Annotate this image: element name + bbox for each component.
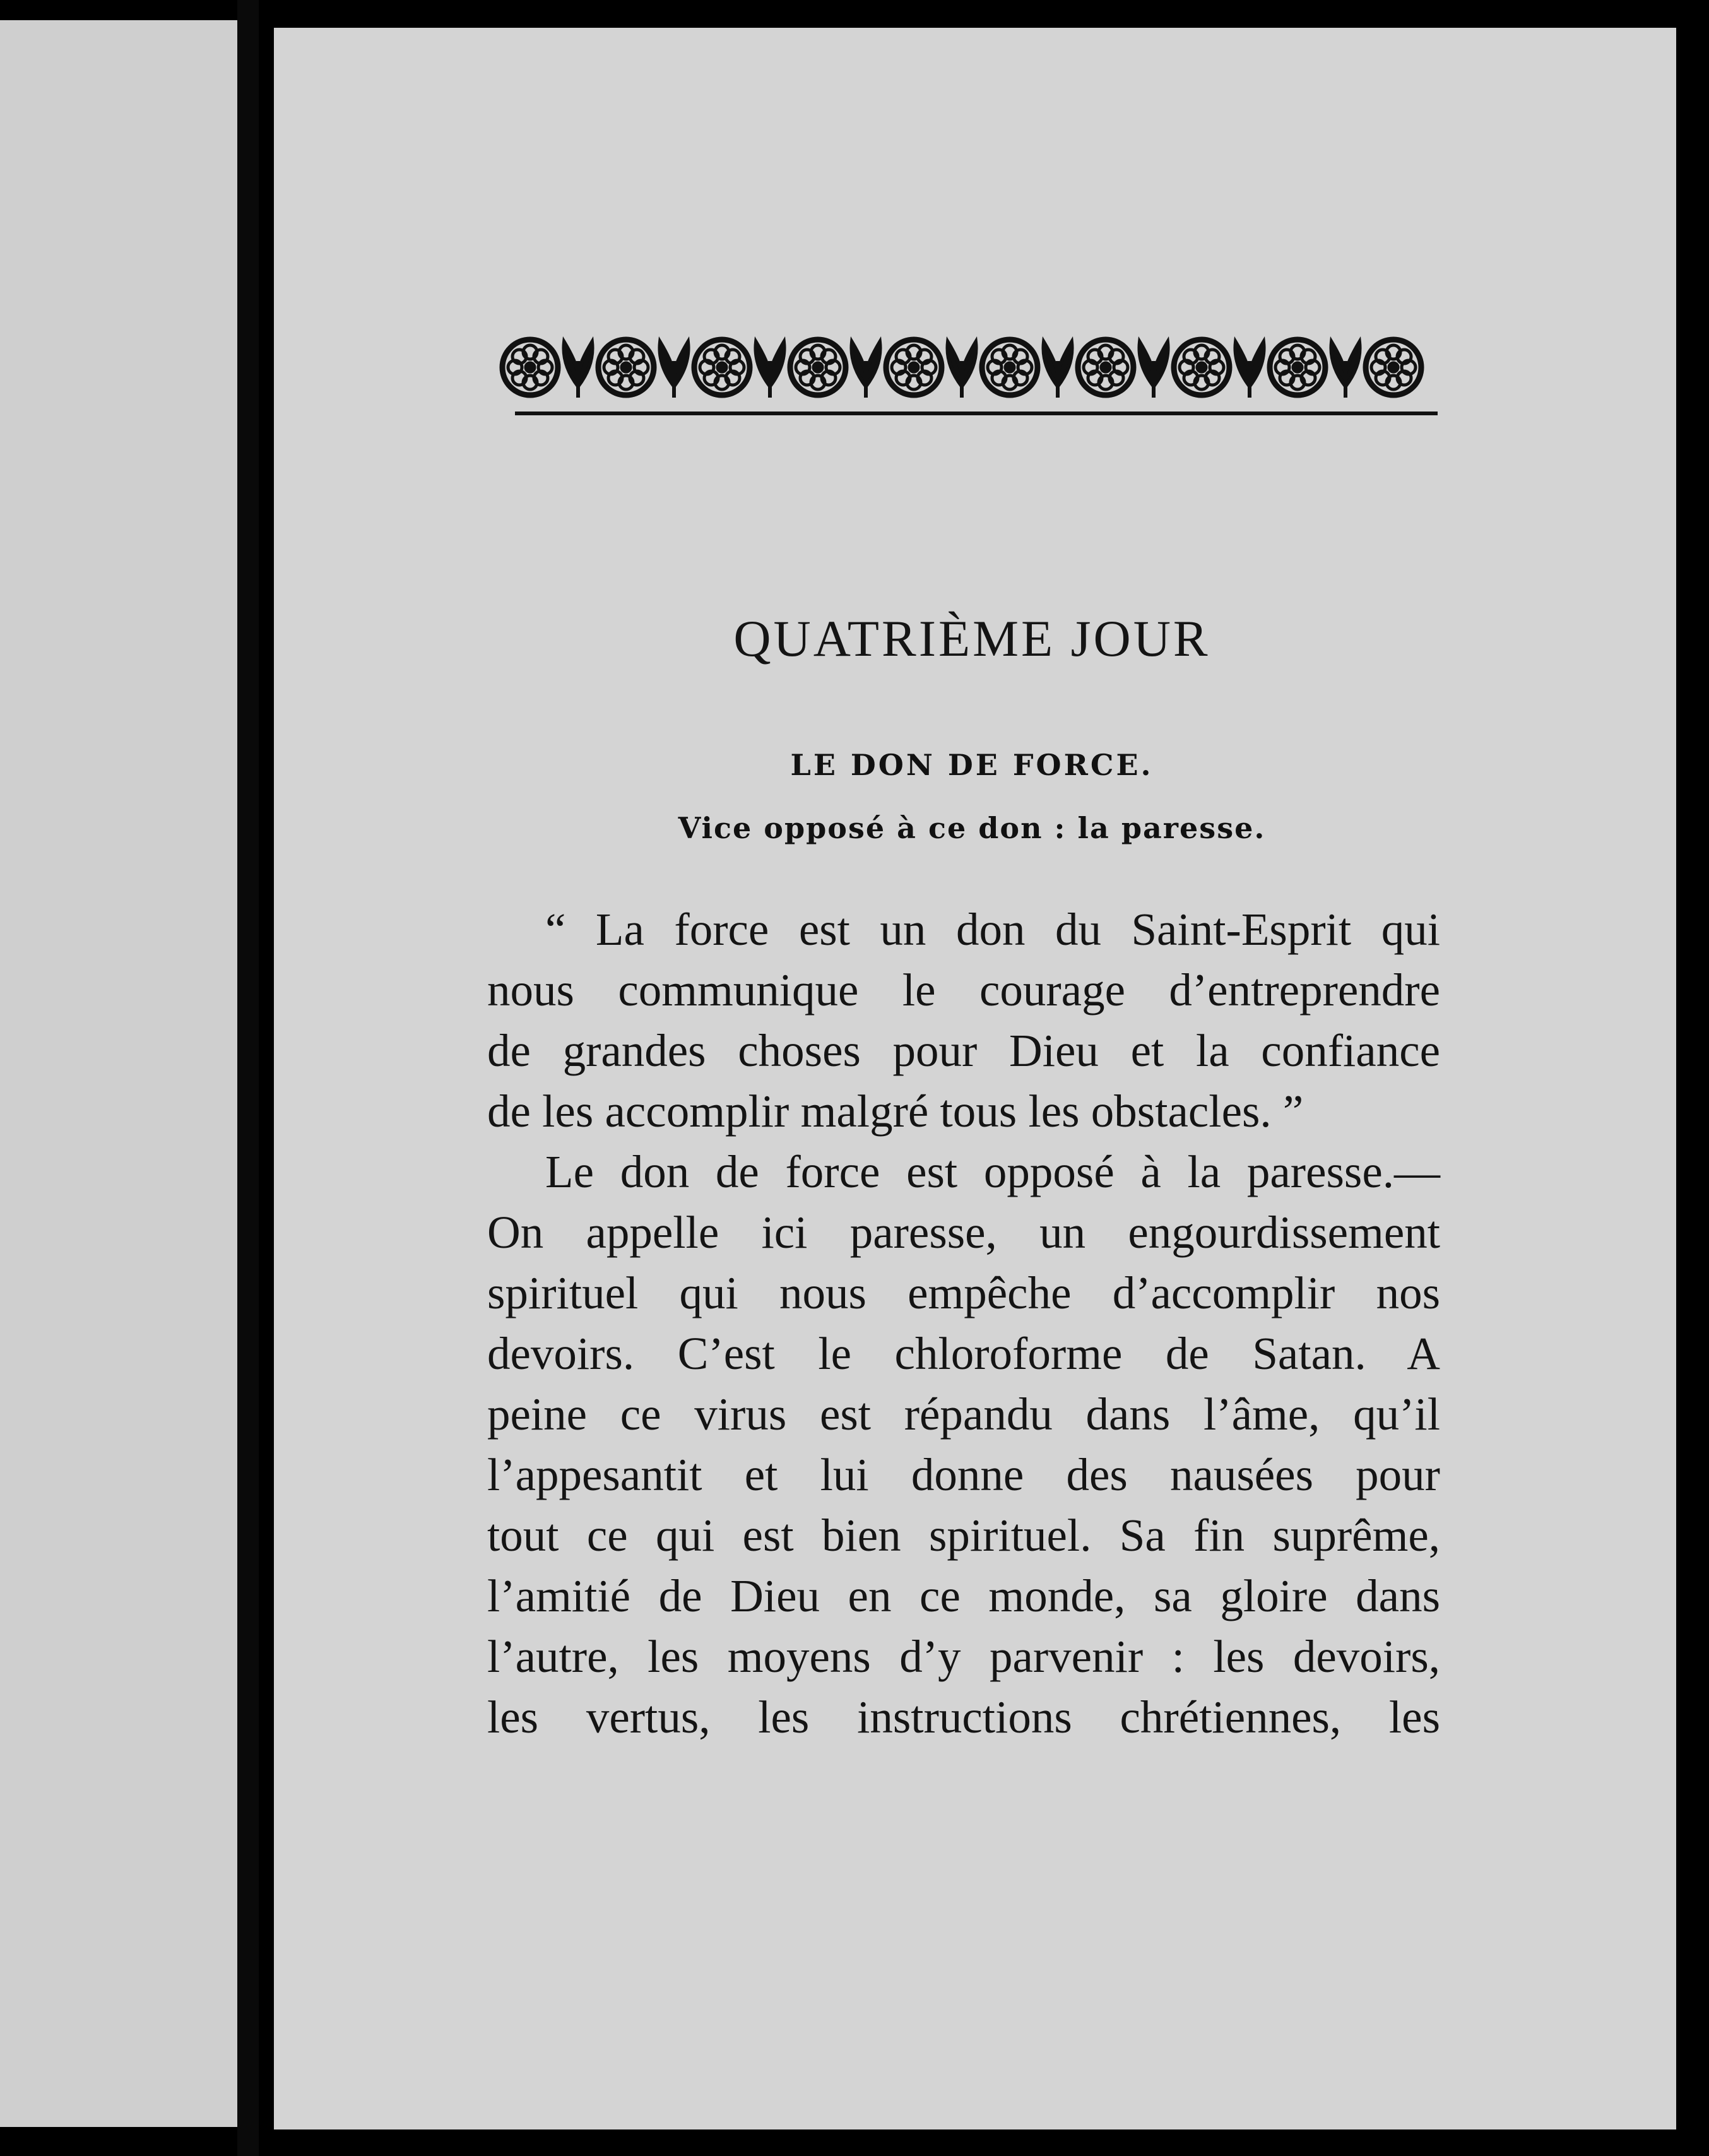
left-page-edge [0, 20, 237, 2127]
leaf-sprig-icon [564, 342, 592, 398]
text-line: Le don de force est opposé à la paresse.— [545, 1146, 1440, 1197]
text-line: tout ce qui est bien spirituel. Sa fin suprême, [487, 1510, 1440, 1561]
rosette-icon [790, 340, 846, 395]
rosette-icon [694, 340, 750, 395]
rosette-icon [1174, 340, 1229, 395]
leaf-sprig-icon [851, 342, 880, 398]
rosette-icon [982, 340, 1038, 395]
leaf-sprig-icon [947, 342, 976, 398]
leaf-sprig-icon [1043, 342, 1072, 398]
leaf-sprig-icon [1235, 342, 1263, 398]
page-title: QUATRIÈME JOUR [733, 610, 1210, 667]
book-spine [237, 0, 259, 2156]
section-subtitle: LE DON DE FORCE. [790, 748, 1154, 782]
rosette-icon [1366, 340, 1421, 395]
ornament-rule [515, 412, 1438, 415]
text-line: On appelle ici paresse, un engourdissement [487, 1207, 1440, 1258]
section-subheading: Vice opposé à ce don : la paresse. [678, 811, 1266, 845]
text-line: peine ce virus est répandu dans l’âme, qu’il [487, 1389, 1440, 1440]
leaf-sprig-icon [1331, 342, 1359, 398]
text-line: l’appesantit et lui donne des nausées pour [487, 1449, 1440, 1500]
rosette-icon [886, 340, 942, 395]
floral-border-icon [492, 328, 1439, 410]
rosette-icon [502, 340, 558, 395]
text-line: devoirs. C’est le chloroforme de Satan. A [487, 1328, 1440, 1379]
text-line: de grandes choses pour Dieu et la confiance [487, 1025, 1440, 1076]
text-line: les vertus, les instructions chrétiennes, les [487, 1691, 1440, 1743]
rosette-icon [1078, 340, 1133, 395]
rosette-icon [1270, 340, 1325, 395]
rosette-icon [598, 340, 654, 395]
body-text [487, 899, 1440, 1748]
text-line: l’autre, les moyens d’y parvenir : les devoirs, [487, 1631, 1440, 1682]
leaf-sprig-icon [1139, 342, 1168, 398]
text-line: spirituel qui nous empêche d’accomplir nos [487, 1267, 1440, 1318]
text-line: de les accomplir malgré tous les obstacles. ” [487, 1086, 1304, 1137]
text-line: l’amitié de Dieu en ce monde, sa gloire dans [487, 1570, 1440, 1621]
leaf-sprig-icon [755, 342, 784, 398]
text-line: nous communique le courage d’entreprendre [487, 964, 1440, 1016]
scan-right-edge [1676, 0, 1709, 2156]
leaf-sprig-icon [659, 342, 688, 398]
text-line: “ La force est un don du Saint-Esprit qui [545, 904, 1440, 955]
